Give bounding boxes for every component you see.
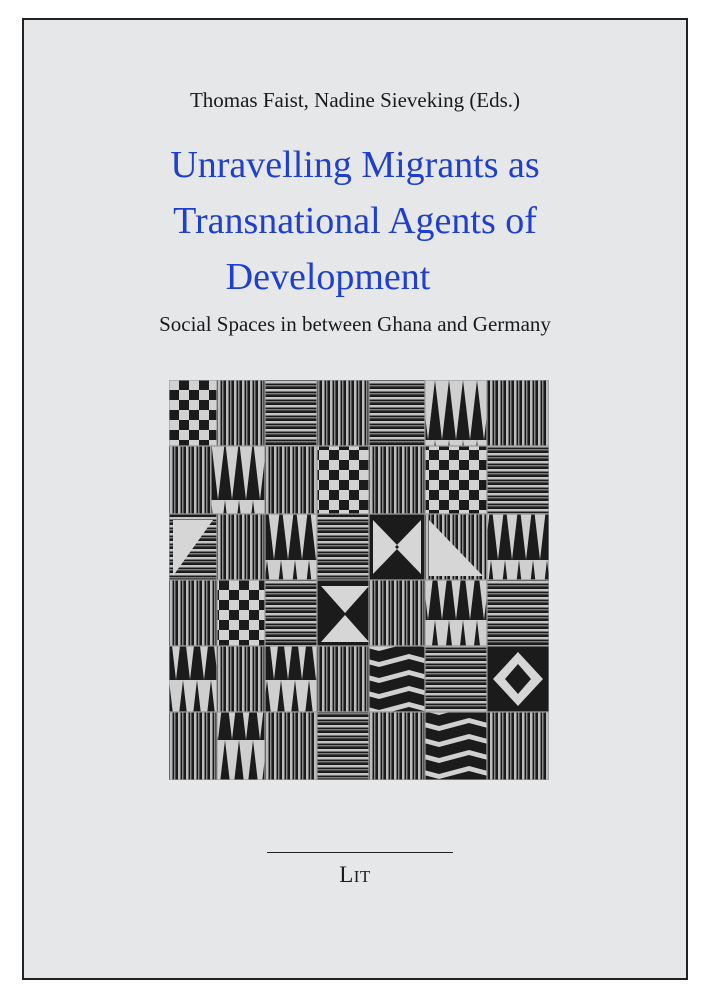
publisher-logo (24, 862, 686, 888)
authors: Thomas Faist, Nadine Sieveking (Eds.) (189, 88, 521, 112)
title-line-3: Development (225, 255, 431, 298)
kente-textile-image (169, 380, 549, 780)
title-line-2: Transnational Agents of (173, 199, 537, 242)
publisher-rest: IT (353, 867, 371, 886)
book-title (24, 138, 686, 306)
book-cover (22, 18, 688, 980)
publisher-initial: L (339, 862, 354, 887)
title-line-1: Unravelling Migrants as (170, 144, 540, 186)
divider-rule (267, 852, 453, 853)
subtitle: Social Spaces in between Ghana and Germany (159, 312, 551, 336)
